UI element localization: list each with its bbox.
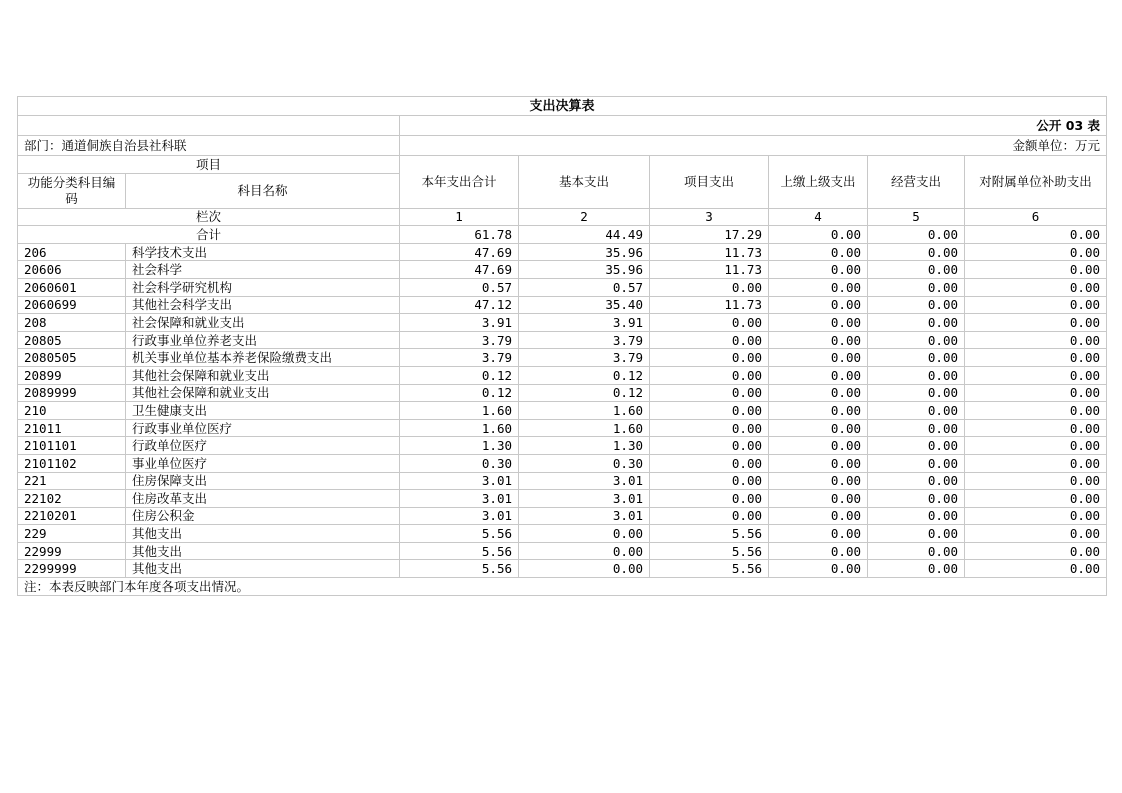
row-name: 其他社会保障和就业支出 (126, 366, 400, 384)
row-value: 0.30 (519, 454, 650, 472)
row-value: 0.00 (868, 261, 965, 279)
table-row (18, 437, 1107, 455)
row-code: 208 (18, 314, 126, 332)
row-value: 0.00 (650, 402, 769, 420)
row-value: 0.00 (769, 402, 868, 420)
row-value: 0.00 (769, 349, 868, 367)
row-value: 0.12 (519, 384, 650, 402)
row-value: 5.56 (400, 542, 519, 560)
row-code: 22999 (18, 542, 126, 560)
table-row (18, 542, 1107, 560)
row-value: 0.00 (868, 490, 965, 508)
row-name: 住房公积金 (126, 507, 400, 525)
row-value: 3.79 (400, 349, 519, 367)
row-value: 0.00 (650, 490, 769, 508)
row-value: 0.00 (868, 314, 965, 332)
row-value: 35.96 (519, 243, 650, 261)
table-row (18, 261, 1107, 279)
row-code: 206 (18, 243, 126, 261)
column-index: 6 (965, 208, 1107, 226)
row-value: 3.91 (400, 314, 519, 332)
row-name: 行政单位医疗 (126, 437, 400, 455)
column-index: 1 (400, 208, 519, 226)
row-code: 2060601 (18, 278, 126, 296)
row-value: 3.01 (519, 490, 650, 508)
row-code: 2080505 (18, 349, 126, 367)
row-value: 0.00 (769, 525, 868, 543)
row-value: 0.00 (965, 402, 1107, 420)
header-item: 项目 (18, 156, 400, 174)
table-row (18, 525, 1107, 543)
row-value: 0.00 (868, 454, 965, 472)
row-value: 0.00 (965, 560, 1107, 578)
row-name: 事业单位医疗 (126, 454, 400, 472)
row-value: 0.00 (650, 472, 769, 490)
row-value: 0.00 (769, 384, 868, 402)
row-name: 其他社会保障和就业支出 (126, 384, 400, 402)
table-row (18, 454, 1107, 472)
row-value: 0.00 (965, 366, 1107, 384)
row-name: 其他支出 (126, 560, 400, 578)
row-value: 35.96 (519, 261, 650, 279)
row-name: 住房保障支出 (126, 472, 400, 490)
row-code: 21011 (18, 419, 126, 437)
row-value: 3.01 (519, 507, 650, 525)
row-value: 0.00 (965, 454, 1107, 472)
column-index: 3 (650, 208, 769, 226)
table-row (18, 507, 1107, 525)
row-value: 0.00 (965, 243, 1107, 261)
row-value: 0.00 (519, 542, 650, 560)
column-index: 4 (769, 208, 868, 226)
header-col-5: 经营支出 (868, 156, 965, 209)
row-value: 11.73 (650, 261, 769, 279)
row-value: 0.00 (650, 507, 769, 525)
total-value: 0.00 (868, 226, 965, 244)
header-col-2: 基本支出 (519, 156, 650, 209)
row-value: 0.00 (965, 525, 1107, 543)
table-row (18, 296, 1107, 314)
row-value: 0.00 (769, 542, 868, 560)
row-value: 1.60 (400, 419, 519, 437)
row-value: 0.00 (769, 243, 868, 261)
row-name: 科学技术支出 (126, 243, 400, 261)
table-row (18, 384, 1107, 402)
row-value: 5.56 (400, 560, 519, 578)
row-value: 0.00 (868, 437, 965, 455)
row-value: 0.00 (868, 542, 965, 560)
table-row (18, 243, 1107, 261)
row-value: 0.00 (769, 278, 868, 296)
row-value: 0.00 (868, 472, 965, 490)
expenditure-sheet (17, 96, 1106, 596)
row-value: 0.00 (965, 314, 1107, 332)
row-value: 0.00 (868, 507, 965, 525)
row-name: 社会保障和就业支出 (126, 314, 400, 332)
row-name: 卫生健康支出 (126, 402, 400, 420)
row-value: 3.01 (400, 490, 519, 508)
row-code: 2089999 (18, 384, 126, 402)
form-id: 公开 03 表 (400, 116, 1107, 136)
column-index: 2 (519, 208, 650, 226)
blank-cell (18, 116, 400, 136)
row-value: 0.00 (769, 419, 868, 437)
table-row (18, 366, 1107, 384)
row-value: 0.00 (650, 278, 769, 296)
total-value: 0.00 (965, 226, 1107, 244)
row-value: 0.00 (965, 507, 1107, 525)
row-value: 1.60 (519, 419, 650, 437)
row-value: 0.00 (965, 296, 1107, 314)
row-value: 0.00 (769, 366, 868, 384)
row-value: 0.00 (650, 419, 769, 437)
row-value: 11.73 (650, 243, 769, 261)
row-value: 47.69 (400, 261, 519, 279)
row-value: 0.00 (650, 314, 769, 332)
row-value: 1.30 (400, 437, 519, 455)
row-value: 3.01 (400, 472, 519, 490)
row-value: 3.91 (519, 314, 650, 332)
row-value: 0.12 (400, 384, 519, 402)
row-code: 2060699 (18, 296, 126, 314)
row-value: 0.00 (650, 384, 769, 402)
row-value: 47.12 (400, 296, 519, 314)
row-name: 社会科学 (126, 261, 400, 279)
row-value: 0.12 (519, 366, 650, 384)
row-code: 2299999 (18, 560, 126, 578)
row-value: 3.79 (400, 331, 519, 349)
row-value: 0.00 (650, 331, 769, 349)
header-col-4: 上缴上级支出 (769, 156, 868, 209)
table-row (18, 419, 1107, 437)
row-value: 0.00 (868, 296, 965, 314)
header-name: 科目名称 (126, 173, 400, 208)
row-value: 0.00 (965, 278, 1107, 296)
row-value: 0.00 (769, 560, 868, 578)
row-value: 0.00 (769, 331, 868, 349)
table-row (18, 490, 1107, 508)
table-row (18, 314, 1107, 332)
row-name: 行政事业单位医疗 (126, 419, 400, 437)
row-value: 0.00 (650, 454, 769, 472)
table-row (18, 278, 1107, 296)
table-row (18, 402, 1107, 420)
row-value: 0.00 (519, 560, 650, 578)
row-code: 210 (18, 402, 126, 420)
row-name: 其他支出 (126, 542, 400, 560)
row-value: 0.00 (868, 349, 965, 367)
row-name: 社会科学研究机构 (126, 278, 400, 296)
row-value: 0.00 (769, 437, 868, 455)
table-row (18, 560, 1107, 578)
row-code: 229 (18, 525, 126, 543)
total-label: 合计 (18, 226, 400, 244)
row-value: 0.00 (868, 402, 965, 420)
row-value: 0.00 (650, 349, 769, 367)
row-value: 0.00 (769, 261, 868, 279)
row-code: 2101102 (18, 454, 126, 472)
row-name: 行政事业单位养老支出 (126, 331, 400, 349)
row-value: 0.00 (868, 278, 965, 296)
row-value: 3.79 (519, 331, 650, 349)
row-code: 221 (18, 472, 126, 490)
row-value: 0.00 (769, 454, 868, 472)
table-note: 注：本表反映部门本年度各项支出情况。 (18, 578, 1107, 596)
row-value: 3.01 (519, 472, 650, 490)
table-title: 支出决算表 (18, 97, 1107, 116)
row-value: 0.00 (769, 296, 868, 314)
row-value: 35.40 (519, 296, 650, 314)
row-code: 2210201 (18, 507, 126, 525)
row-value: 0.00 (650, 366, 769, 384)
row-value: 0.00 (868, 331, 965, 349)
expenditure-table (17, 96, 1107, 596)
row-value: 0.00 (965, 349, 1107, 367)
row-code: 2101101 (18, 437, 126, 455)
row-value: 11.73 (650, 296, 769, 314)
row-value: 0.57 (519, 278, 650, 296)
row-value: 0.00 (965, 384, 1107, 402)
header-col-6: 对附属单位补助支出 (965, 156, 1107, 209)
row-value: 0.00 (965, 437, 1107, 455)
row-value: 0.00 (965, 331, 1107, 349)
row-value: 3.79 (519, 349, 650, 367)
row-name: 其他支出 (126, 525, 400, 543)
header-col-3: 项目支出 (650, 156, 769, 209)
row-value: 0.57 (400, 278, 519, 296)
column-index: 5 (868, 208, 965, 226)
row-value: 5.56 (400, 525, 519, 543)
row-value: 0.00 (868, 419, 965, 437)
row-value: 0.00 (650, 437, 769, 455)
row-code: 20606 (18, 261, 126, 279)
row-value: 1.60 (519, 402, 650, 420)
row-value: 5.56 (650, 542, 769, 560)
row-code: 22102 (18, 490, 126, 508)
row-name: 其他社会科学支出 (126, 296, 400, 314)
row-value: 0.00 (769, 314, 868, 332)
row-value: 0.00 (868, 384, 965, 402)
row-value: 0.00 (868, 243, 965, 261)
total-value: 0.00 (769, 226, 868, 244)
header-col-1: 本年支出合计 (400, 156, 519, 209)
table-row (18, 472, 1107, 490)
row-code: 20805 (18, 331, 126, 349)
department-label: 部门：通道侗族自治县社科联 (18, 136, 400, 156)
row-value: 0.00 (965, 261, 1107, 279)
row-value: 0.00 (769, 490, 868, 508)
row-value: 0.30 (400, 454, 519, 472)
row-value: 0.00 (868, 560, 965, 578)
header-code: 功能分类科目编码 (18, 173, 126, 208)
row-value: 0.00 (868, 366, 965, 384)
row-value: 5.56 (650, 560, 769, 578)
column-index-label: 栏次 (18, 208, 400, 226)
row-value: 0.00 (965, 542, 1107, 560)
table-row (18, 331, 1107, 349)
row-value: 3.01 (400, 507, 519, 525)
total-value: 61.78 (400, 226, 519, 244)
row-name: 机关事业单位基本养老保险缴费支出 (126, 349, 400, 367)
total-value: 17.29 (650, 226, 769, 244)
row-value: 0.00 (769, 472, 868, 490)
row-value: 1.30 (519, 437, 650, 455)
row-value: 0.00 (965, 472, 1107, 490)
row-name: 住房改革支出 (126, 490, 400, 508)
row-value: 5.56 (650, 525, 769, 543)
table-row (18, 349, 1107, 367)
row-value: 0.00 (868, 525, 965, 543)
row-value: 0.12 (400, 366, 519, 384)
row-value: 0.00 (965, 419, 1107, 437)
row-value: 0.00 (519, 525, 650, 543)
row-value: 0.00 (769, 507, 868, 525)
row-value: 0.00 (965, 490, 1107, 508)
row-value: 47.69 (400, 243, 519, 261)
total-value: 44.49 (519, 226, 650, 244)
row-value: 1.60 (400, 402, 519, 420)
unit-label: 金额单位：万元 (400, 136, 1107, 156)
row-code: 20899 (18, 366, 126, 384)
